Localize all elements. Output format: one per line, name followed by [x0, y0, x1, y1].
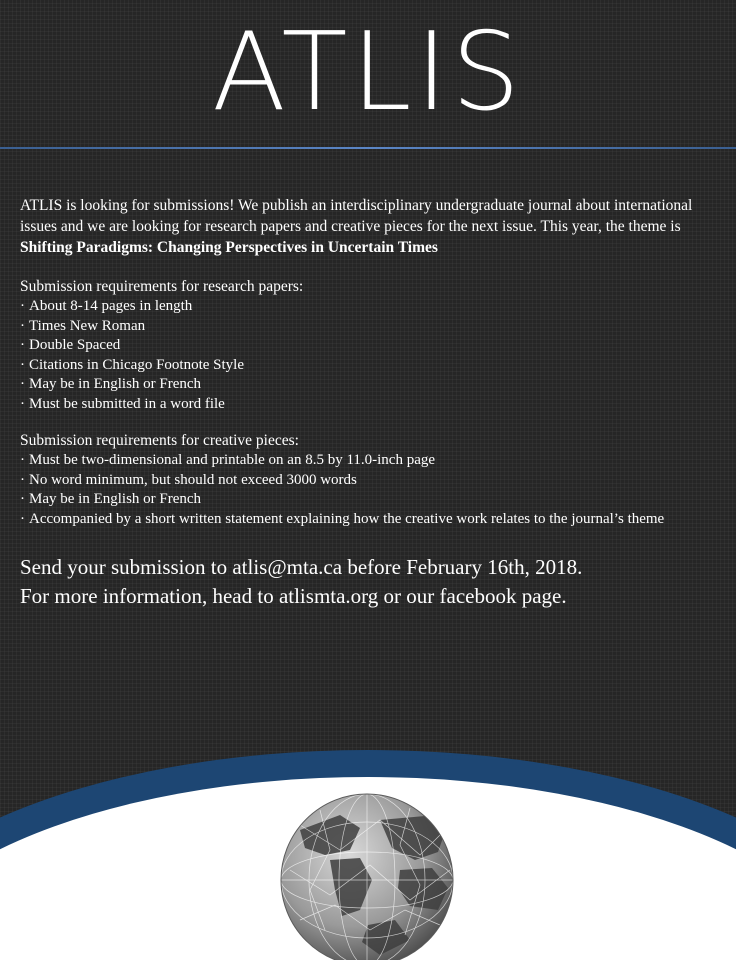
globe-icon [281, 794, 453, 960]
page-title: ATLIS [211, 10, 525, 135]
theme-text: Shifting Paradigms: Changing Perspectives in Uncertain Times [20, 239, 438, 256]
creative-heading: Submission requirements for creative pieces: [20, 432, 299, 449]
list-item: · Times New Roman [20, 317, 724, 337]
list-item: · Double Spaced [20, 336, 724, 356]
intro-text: ATLIS is looking for submissions! We publish an interdisciplinary undergraduate journal about international issues and we are looking for research papers and creative pieces for the next issue. This year, the theme is [20, 197, 693, 235]
list-item: · Must be submitted in a word file [20, 395, 724, 415]
call-to-action [20, 553, 724, 611]
list-item: · Accompanied by a short written statement explaining how the creative work relates to the journal’s theme [20, 510, 724, 530]
creative-requirements-list [20, 451, 724, 529]
info-line: For more information, head to atlismta.org or our facebook page. [20, 584, 567, 608]
list-item: · No word minimum, but should not exceed 3000 words [20, 471, 724, 491]
list-item: · May be in English or French [20, 375, 724, 395]
list-item: · Citations in Chicago Footnote Style [20, 356, 724, 376]
submission-line: Send your submission to atlis@mta.ca before February 16th, 2018. [20, 555, 583, 579]
research-requirements-list [20, 297, 724, 414]
globe-illustration [0, 720, 736, 960]
list-item: · May be in English or French [20, 490, 724, 510]
list-item: · About 8-14 pages in length [20, 297, 724, 317]
research-heading: Submission requirements for research papers: [20, 278, 304, 295]
globe-banner [0, 720, 736, 960]
content [20, 195, 724, 611]
intro-paragraph [20, 195, 724, 258]
list-item: · Must be two-dimensional and printable on an 8.5 by 11.0-inch page [20, 451, 724, 471]
title-divider [0, 147, 736, 149]
